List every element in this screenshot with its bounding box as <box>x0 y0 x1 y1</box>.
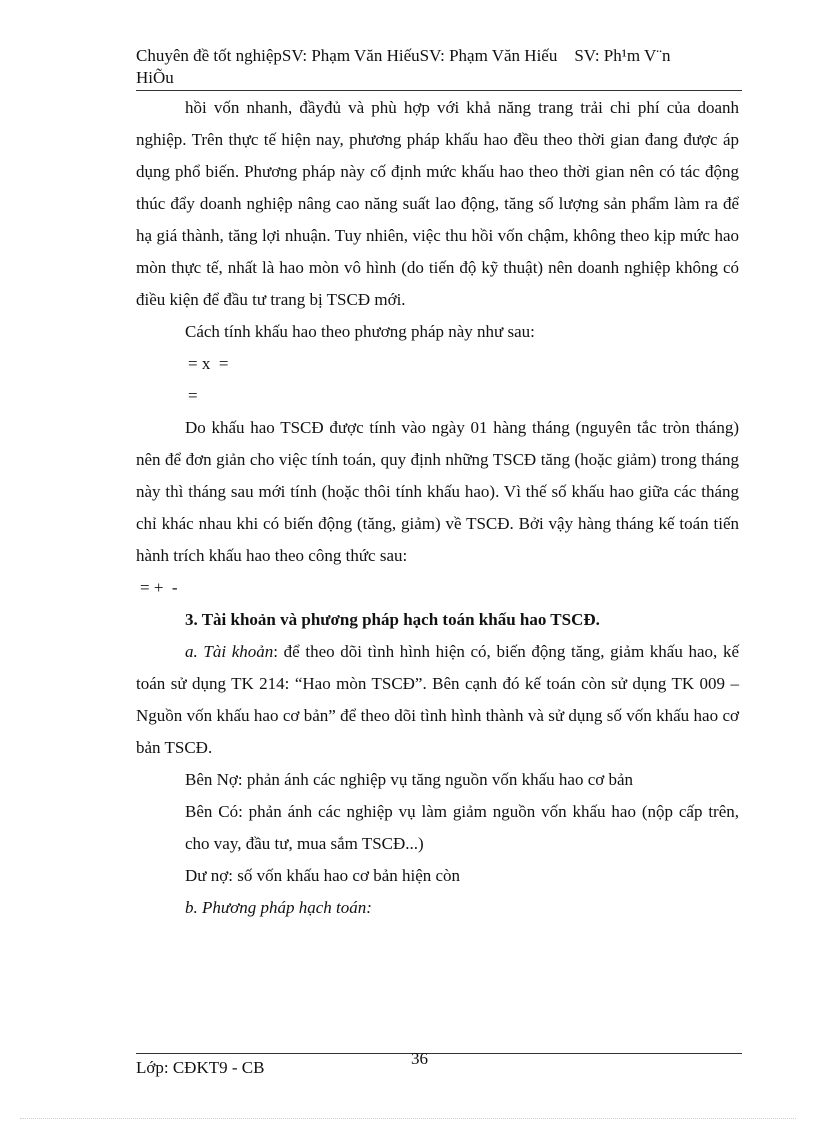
page-edge-divider <box>20 1118 796 1119</box>
paragraph <box>136 636 739 764</box>
page-number: 36 <box>411 1049 428 1068</box>
paragraph: Dư nợ: số vốn khấu hao cơ bản hiện còn <box>185 866 461 885</box>
page-body <box>136 92 739 924</box>
paragraph: hồi vốn nhanh, đầyđủ và phù hợp với khả năng trang trải chi phí của doanh nghiệp. Trên thực tế hiện nay, phương pháp khấu hao đều theo thời gian đang được áp dụng phổ biến. Phương pháp này cố định mức khấu hao theo thời gian nên có tác động thúc đẩy doanh nghiệp nâng cao năng suất lao động, tăng số lượng sản phẩm làm ra để hạ giá thành, tăng lợi nhuận. Tuy nhiên, việc thu hồi vốn chậm, không theo kịp mức hao mòn thực tế, nhất là hao mòn vô hình (do tiến độ kỹ thuật) nên doanh nghiệp không có điều kiện để đầu tư trang bị TSCĐ mới. <box>136 98 739 309</box>
paragraph: Bên Nợ: phản ánh các nghiệp vụ tăng nguồn vốn khấu hao cơ bản <box>185 770 634 789</box>
paragraph: Do khấu hao TSCĐ được tính vào ngày 01 hàng tháng (nguyên tắc tròn tháng) nên để đơn giản cho việc tính toán, quy định những TSCĐ tăng (hoặc giảm) trong tháng này thì tháng sau mới tính (hoặc thôi tính khấu hao). Vì thế số khấu hao giữa các tháng chỉ khác nhau khi có biến động (tăng, giảm) về TSCĐ. Bởi vậy hàng tháng kế toán tiến hành trích khấu hao theo công thức sau: <box>136 418 739 565</box>
page-header <box>136 45 742 89</box>
subsection-label: b. Phương pháp hạch toán: <box>185 898 372 917</box>
paragraph: Bên Có: phản ánh các nghiệp vụ làm giảm nguồn vốn khấu hao (nộp cấp trên, cho vay, đầu tư, mua sắm TSCĐ...) <box>185 802 739 853</box>
header-line-2: HiÕu <box>136 68 174 87</box>
header-divider <box>136 90 742 91</box>
paragraph-text: : để theo dõi tình hình hiện có, biến động tăng, giảm khấu hao, kế toán sử dụng TK 214: “Hao mòn TSCĐ”. Bên cạnh đó kế toán còn sử dụng TK 009 – Nguồn vốn khấu hao cơ bản” để theo dõi tình hình thành và sử dụng số vốn khấu hao cơ bản TSCĐ. <box>136 642 739 757</box>
subsection-label: a. Tài khoản <box>185 642 274 661</box>
footer-divider <box>136 1053 742 1054</box>
formula-line: = <box>188 386 198 405</box>
page-footer: Lớp: CĐKT9 - CB <box>136 1058 265 1077</box>
header-line-1: Chuyên đề tốt nghiệpSV: Phạm Văn HiếuSV: Phạm Văn Hiếu SV: Ph¹m V¨n <box>136 46 671 65</box>
section-heading: 3. Tài khoản và phương pháp hạch toán khấu hao TSCĐ. <box>185 610 600 629</box>
paragraph: Cách tính khấu hao theo phương pháp này như sau: <box>185 322 535 341</box>
formula-line: = + - <box>140 578 178 597</box>
formula-line: = x = <box>188 354 229 373</box>
